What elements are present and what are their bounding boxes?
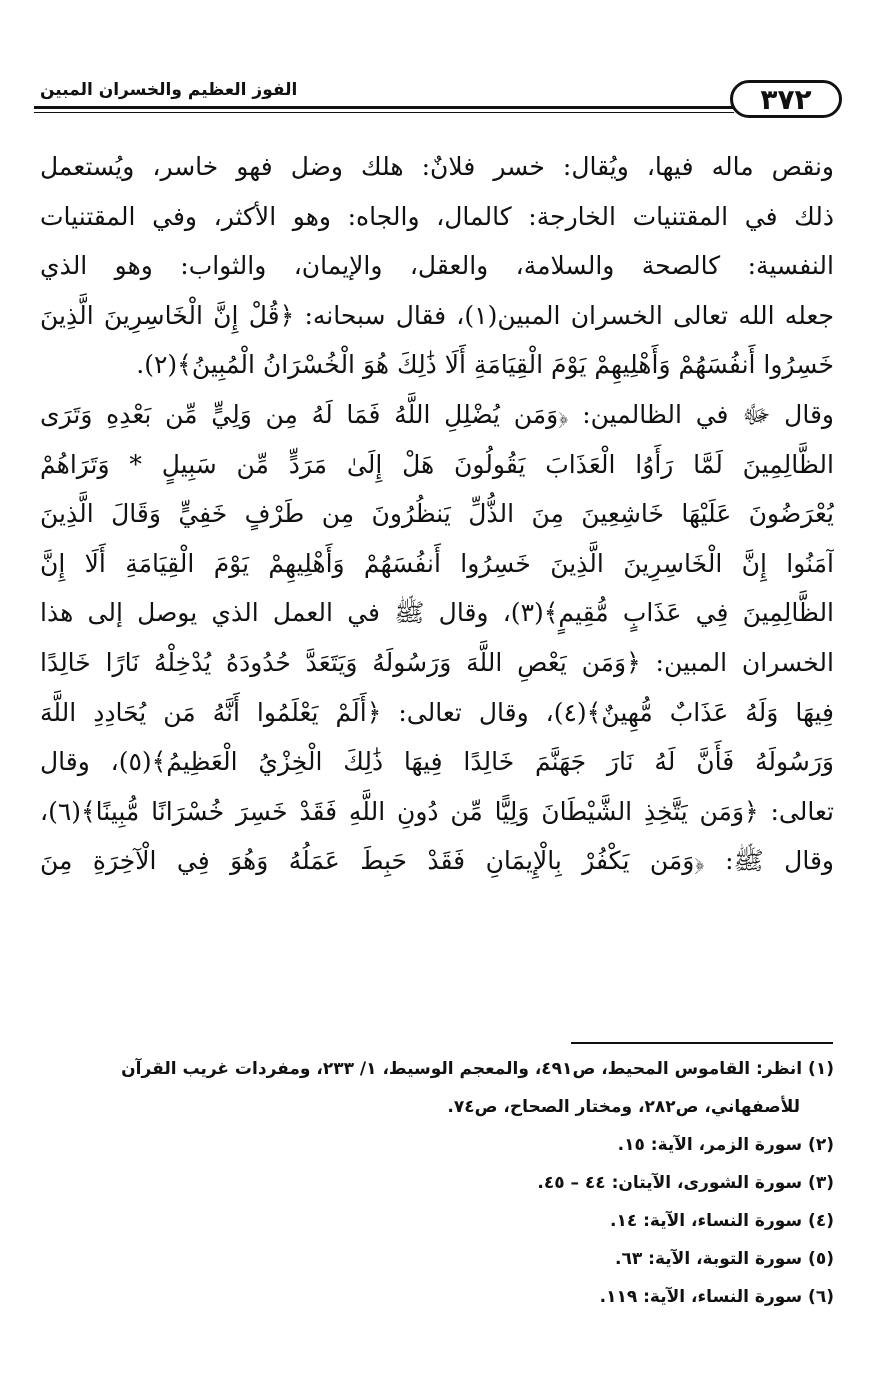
footnotes bbox=[40, 1050, 834, 1316]
footnote: (٥) سورة التوبة، الآية: ٦٣. bbox=[615, 1249, 834, 1269]
footnote-separator bbox=[571, 1042, 833, 1044]
body-line: خَسِرُوا أَنفُسَهُمْ وَأَهْلِيهِمْ يَوْمَ الْقِيَامَةِ أَلَا ذَٰلِكَ هُوَ الْخُسْرَانُ الْمُبِينُ﴾(٢). bbox=[136, 350, 834, 380]
running-title: الفوز العظيم والخسران المبين bbox=[40, 80, 298, 100]
body-line: وقال ﷺ: ﴿وَمَن يَكْفُرْ بِالْإِيمَانِ فَقَدْ حَبِطَ عَمَلُهُ وَهُوَ فِي الْآخِرَةِ مِنَ bbox=[40, 846, 834, 876]
footnote: (١) انظر: القاموس المحيط، ص٤٩١، والمعجم الوسيط، ١/ ٢٣٣، ومفردات غريب القرآن bbox=[121, 1059, 834, 1079]
body-line: جعله الله تعالى الخسران المبين(١)، فقال سبحانه: ﴿قُلْ إِنَّ الْخَاسِرِينَ الَّذِينَ bbox=[40, 300, 834, 330]
body-line: ونقص ماله فيها، ويُقال: خسر فلانٌ: هلك وضل فهو خاسر، ويُستعمل bbox=[40, 152, 834, 181]
body-line: الخسران المبين: ﴿وَمَن يَعْصِ اللَّهَ وَرَسُولَهُ وَيَتَعَدَّ حُدُودَهُ يُدْخِلْهُ نَارًا خَالِدًا bbox=[40, 647, 834, 677]
body-line: يُعْرَضُونَ عَلَيْهَا خَاشِعِينَ مِنَ الذُّلِّ يَنظُرُونَ مِن طَرْفٍ خَفِيٍّ وَقَالَ الَّذِينَ bbox=[40, 499, 834, 529]
body-line: وَرَسُولَهُ فَأَنَّ لَهُ نَارَ جَهَنَّمَ خَالِدًا فِيهَا ذَٰلِكَ الْخِزْيُ الْعَظِيمُ﴾(٥)، وقال bbox=[40, 747, 834, 777]
body-line: وقال ﷻ في الظالمين: ﴿وَمَن يُضْلِلِ اللَّهُ فَمَا لَهُ مِن وَلِيٍّ مِّن بَعْدِهِ وَتَرَى bbox=[40, 399, 834, 429]
footnote: (٤) سورة النساء، الآية: ١٤. bbox=[609, 1211, 834, 1231]
page-header bbox=[34, 78, 842, 122]
body-text bbox=[40, 142, 834, 886]
body-line: الظَّالِمِينَ لَمَّا رَأَوُا الْعَذَابَ يَقُولُونَ هَلْ إِلَىٰ مَرَدٍّ مِّن سَبِيلٍ * وَتَرَاهُمْ bbox=[40, 449, 834, 479]
body-line: آمَنُوا إِنَّ الْخَاسِرِينَ الَّذِينَ خَسِرُوا أَنفُسَهُمْ وَأَهْلِيهِمْ يَوْمَ الْقِيَامَةِ أَلَا إِنَّ bbox=[40, 548, 834, 578]
body-line: فِيهَا وَلَهُ عَذَابٌ مُّهِينٌ﴾(٤)، وقال تعالى: ﴿أَلَمْ يَعْلَمُوا أَنَّهُ مَن يُحَادِدِ اللَّهَ bbox=[40, 697, 834, 727]
body-line: الظَّالِمِينَ فِي عَذَابٍ مُّقِيمٍ﴾(٣)، وقال ﷺ في العمل الذي يوصل إلى هذا bbox=[40, 598, 834, 628]
footnote: (٢) سورة الزمر، الآية: ١٥. bbox=[617, 1135, 834, 1155]
header-rule bbox=[34, 106, 734, 109]
footnote: (٦) سورة النساء، الآية: ١١٩. bbox=[599, 1287, 834, 1307]
footnote-continuation: للأصفهاني، ص٢٨٢، ومختار الصحاح، ص٧٤. bbox=[447, 1097, 800, 1117]
body-line: تعالى: ﴿وَمَن يَتَّخِذِ الشَّيْطَانَ وَلِيًّا مِّن دُونِ اللَّهِ فَقَدْ خَسِرَ خُسْرَانًا مُّبِينًا﴾(٦)، bbox=[40, 796, 834, 826]
body-line: النفسية: كالصحة والسلامة، والعقل، والإيمان، والثواب: وهو الذي bbox=[40, 251, 834, 281]
header-rule-thin bbox=[34, 112, 734, 113]
body-line: ذلك في المقتنيات الخارجة: كالمال، والجاه: وهو الأكثر، وفي المقتنيات bbox=[40, 201, 834, 231]
footnote: (٣) سورة الشورى، الآيتان: ٤٤ – ٤٥. bbox=[537, 1173, 834, 1193]
page-number: ٣٧٢ bbox=[730, 80, 842, 118]
